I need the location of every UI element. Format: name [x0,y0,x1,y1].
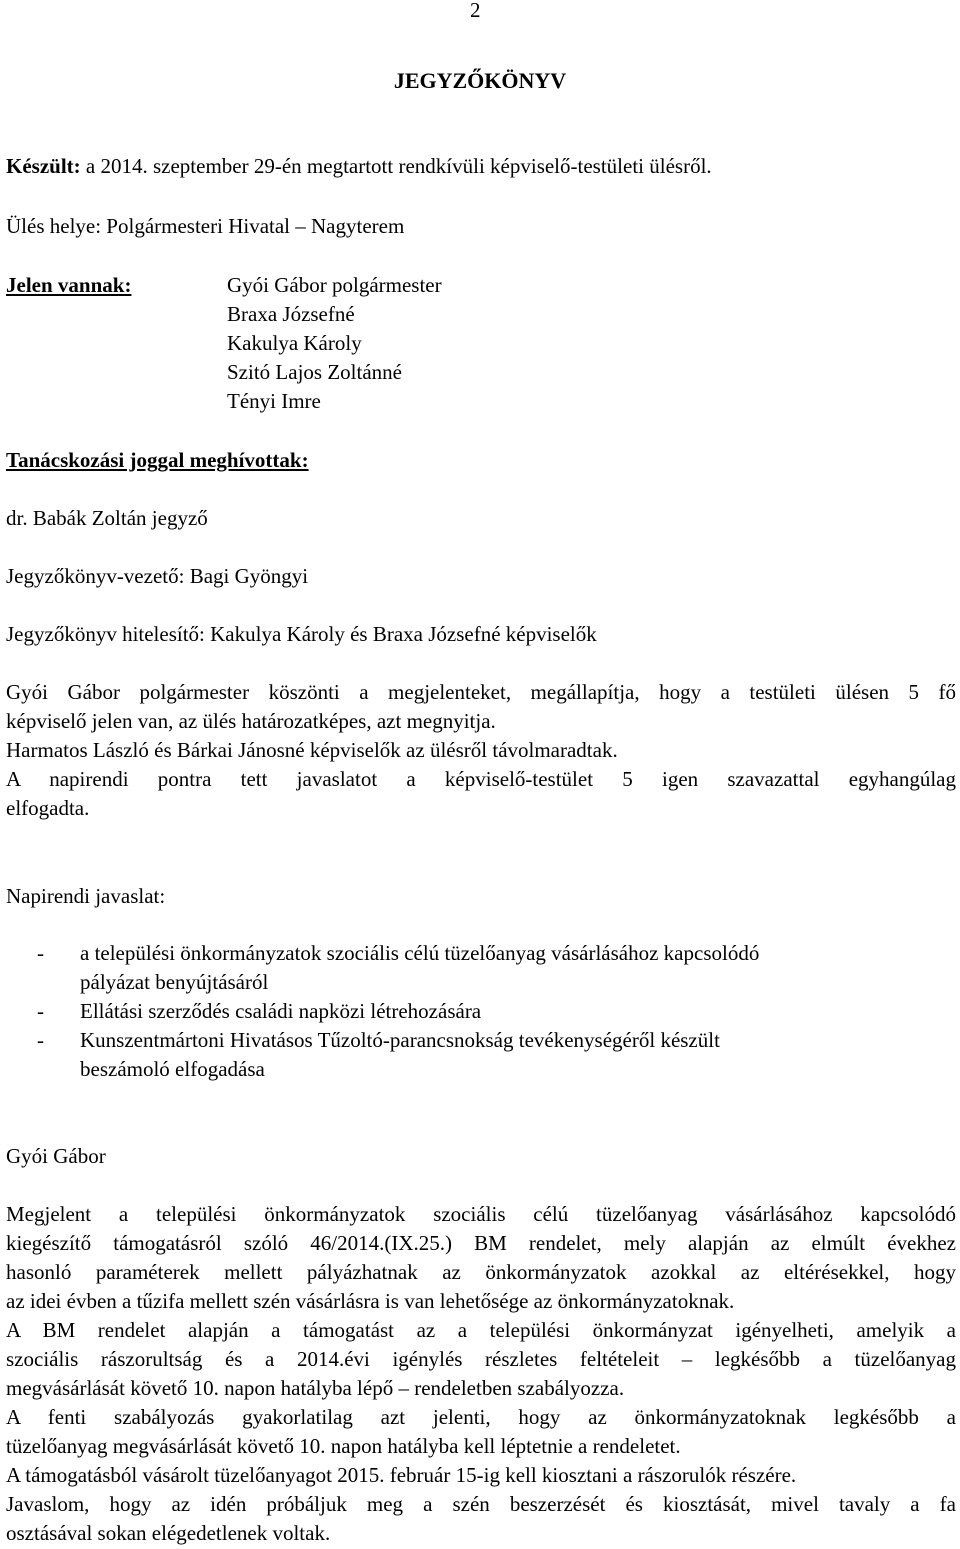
made-text: a 2014. szeptember 29-én megtartott rendkívüli képviselő-testületi ülésről. [80,154,712,178]
venue-line: Ülés helye: Polgármesteri Hivatal – Nagyterem [6,214,405,238]
agenda-item-line: Ellátási szerződés családi napközi létrehozására [80,999,482,1023]
agenda-dash: - [37,999,44,1023]
present-label: Jelen vannak: [6,273,132,297]
agenda-item-line: a települési önkormányzatok szociális célú tüzelőanyag vásárlásához kapcsolódó [80,941,760,965]
body-line: Javaslom, hogy az idén próbáljuk meg a szén beszerzését és kiosztását, mivel tavaly a fa [6,1492,956,1516]
agenda-item-line: beszámoló elfogadása [80,1057,265,1081]
body-line: A támogatásból vásárolt tüzelőanyagot 2015. február 15-ig kell kiosztani a rászorulók részére. [6,1463,797,1487]
page-number: 2 [470,0,481,22]
body-line: osztásával sokan elégedetlenek voltak. [6,1521,331,1545]
agenda-item-line: Kunszentmártoni Hivatásos Tűzoltó-parancsnokság tevékenységéről készült [80,1028,720,1052]
body-line: szociális rászorultság és a 2014.évi igénylés részletes feltételeit – legkésőbb a tüzelőanyag [6,1347,956,1371]
made-line [6,156,712,177]
body-line: kiegészítő támogatásról szóló 46/2014.(IX.25.) BM rendelet, mely alapján az elmúlt évekhez [6,1231,956,1255]
body-line: tüzelőanyag megvásárlását követő 10. napon hatályba kell léptetnie a rendeletet. [6,1434,681,1458]
body-line: hasonló paraméterek mellett pályázhatnak az önkormányzatok azokkal az eltérésekkel, hogy [6,1260,956,1284]
invited-label: Tanácskozási joggal meghívottak: [6,448,309,472]
present-member: Kakulya Károly [227,331,362,355]
present-member: Gyói Gábor polgármester [227,273,442,297]
opening-line: Harmatos László és Bárkai Jánosné képviselők az ülésről távolmaradtak. [6,738,618,762]
present-member: Szitó Lajos Zoltánné [227,360,402,384]
agenda-item-line: pályázat benyújtásáról [80,970,269,994]
body-line: az idei évben a tűzifa mellett szén vásárlásra is van lehetősége az önkormányzatoknak. [6,1289,735,1313]
body-line: megvásárlását követő 10. napon hatályba lépő – rendeletben szabályozza. [6,1376,625,1400]
agenda-heading: Napirendi javaslat: [6,884,166,908]
body-line: A BM rendelet alapján a támogatást az a települési önkormányzat igényelheti, amelyik a [6,1318,956,1342]
present-member: Braxa Józsefné [227,302,355,326]
body-line: Megjelent a települési önkormányzatok szociális célú tüzelőanyag vásárlásához kapcsolódó [6,1202,956,1226]
opening-line: Gyói Gábor polgármester köszönti a megjelenteket, megállapítja, hogy a testületi ülésen 5 fő [6,680,956,704]
document-title: JEGYZŐKÖNYV [393,68,567,93]
opening-line: elfogadta. [6,796,90,820]
present-member: Tényi Imre [227,389,321,413]
opening-line: képviselő jelen van, az ülés határozatképes, azt megnyitja. [6,709,496,733]
made-label: Készült: [6,154,81,178]
body-line: A fenti szabályozás gyakorlatilag azt jelenti, hogy az önkormányzatoknak legkésőbb a [6,1405,956,1429]
invited-member: dr. Babák Zoltán jegyző [6,506,208,530]
minutes-keeper: Jegyzőkönyv-vezető: Bagi Gyöngyi [6,564,309,588]
agenda-dash: - [37,1028,44,1052]
opening-line: A napirendi pontra tett javaslatot a képviselő-testület 5 igen szavazattal egyhangúlag [6,767,956,791]
speaker-name: Gyói Gábor [6,1144,106,1168]
agenda-dash: - [37,941,44,965]
authenticator: Jegyzőkönyv hitelesítő: Kakulya Károly és Braxa Józsefné képviselők [6,622,597,646]
